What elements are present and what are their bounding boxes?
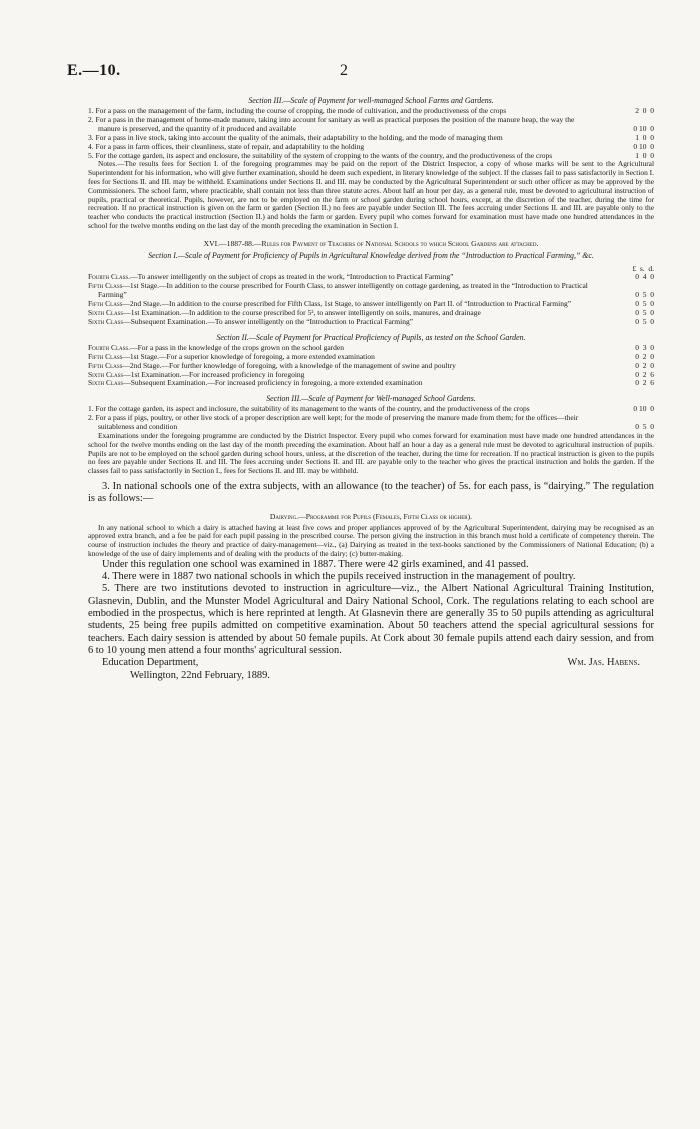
signatory-name: Wm. Jas. Habens. — [567, 657, 640, 669]
rules-s2-list — [88, 344, 654, 389]
dairy-result-paragraph: Under this regulation one school was examined in 1887. There were 42 girls examined, and 41 passed. — [102, 558, 529, 570]
rules-s1-title: Section I.—Scale of Payment for Proficiency of Pupils in Agricultural Knowledge derived from the “Introduction to Practical Farming,” &c. — [148, 250, 594, 260]
lsd-header: £ s. d. — [632, 264, 654, 274]
farms-notes: Notes.—The results fees for Section I. of the foregoing programmes may be paid on the report of the District Inspector, a copy of whose marks will be sent to the Agricultural Superintendent for his information, who will give further examination, should he deem such expedient, in literary knowledge of the subject. If the classes fail to pass satisfactorily in Section I. fees for Sections II. and III. may be withheld. Examinations under Sections II. and III. may be conducted by the Agricultural Superintendent or such other officer as may be approved by the Commissioners. The school farm, where practicable, shall contain not less than three statute acres. About half an hour per day, as a general rule, must be devoted to agricultural instruction of pupils, practical or theoretical. Pupils, however, are not to be employed on the farm or school garden during school hours, except, at the discretion of the teacher, during the time for recreation. If no practical instruction is given on the farm or garden (Section II.) no fees are payable under Section III. The fees accruing under Sections II. and III. are payable only to the teacher who conducts the practical instruction (Section II.) and holds the farm or garden. Every pupil who comes forward for examination must have made one hundred attendances in the school for the twelve months ending on the last day of the month preceding the examination in Section I. — [88, 159, 654, 231]
page-content — [88, 95, 654, 682]
dairying-title: Dairying.—Programme for Pupils (Females, Fifth Class or higher). — [269, 511, 473, 521]
paragraph-3: 3. In national schools one of the extra subjects, with an allowance (to the teacher) of 5s. for each pass, is “dairying.” The regulation is as follows:— — [88, 481, 654, 505]
dateline: Wellington, 22nd February, 1889. — [130, 669, 270, 681]
payment-row: Sixth Class—Subsequent Examination.—To answer intelligently on the “Introduction to Practical Farming” 0 5 0 — [88, 316, 654, 326]
payment-row: 2. For a pass if pigs, poultry, or other live stock of a proper description are well kept; for the mode of preserving the manure made from them; for the offices—their suitableness and condition 0 5 0 — [88, 413, 654, 432]
report-code: E.—10. — [67, 62, 121, 79]
rules-s3-title: Section III.—Scale of Payment for Well-managed School Gardens. — [266, 394, 476, 404]
rules-s2-title: Section II.—Scale of Payment for Practical Proficiency of Pupils, as tested on the School Garden. — [216, 332, 526, 342]
payment-row: Fifth Class—1st Stage.—In addition to the course prescribed for Fourth Class, to answer intelligently on cottage gardening, as treated in the “Introduction to Practical Farming” 0 5 0 — [88, 281, 654, 300]
payment-row: 5. For the cottage garden, its aspect and enclosure, the suitability of the system of cropping to the wants of the country, and the productiveness of the crops 1 0 0 — [88, 150, 654, 160]
payment-row: 4. For a pass in farm offices, their cleanliness, state of repair, and adaptability to the holding 0 10 0 — [88, 141, 654, 151]
rules-notes: Examinations under the foregoing programme are conducted by the District Inspector. Every pupil who comes forward for examination must have made one hundred attendances in the school for the twelve months ending on the last day of the month preceding the examination. About half an hour a day as a general rule must be devoted to agricultural instruction of pupils. Pupils are not to be employed on the school garden during school hours, unless, at the discretion of the teacher, during the time for recreation. If no practical instruction is given to the pupils no fees are payable under Sections II. and III. The fees accruing under Sections II. and III. are payable only to the teacher who gives the practical instruction and holds the garden. If the classes fail to pass satisfactorily in Section I., fees for Sections II. and III. may be withheld. — [88, 431, 654, 476]
payment-row: 1. For the cottage garden, its aspect and inclosure, the suitability of its management to the wants of the country, and the productiveness of the crops 0 10 0 — [88, 404, 654, 414]
payment-row: Sixth Class—1st Examination.—In addition to the course prescribed for 5², to answer intelligently on soils, manures, and drainage 0 5 0 — [88, 308, 654, 318]
rules-xvi-title: XVI.—1887-88.—Rules for Payment of Teachers of National Schools to which School Gardens are attached. — [203, 238, 539, 248]
payment-row: Fourth Class.—To answer intelligently on the subject of crops as treated in the work, “Introduction to Practical Farming” 0 4 0 — [88, 272, 654, 282]
payment-row: Fifth Class—2nd Stage.—In addition to the course prescribed for Fifth Class, 1st Stage, to answer intelligently on Part II. of “Introduction to Practical Farming” 0 5 0 — [88, 299, 654, 309]
dairying-text: In any national school to which a dairy is attached having at least five cows and proper appliances approved of by the Agricultural Superintendent, dairying may be recognised as an approved extra branch, and a fee be paid for each pupil passing in the prescribed course. The person giving the instruction in this branch must hold a certificate of competency therein. The course of instruction includes the theory and practice of dairy-management—viz., (a) Dairying as treated in the text-books sanctioned by the Commissioners of National Education; (b) a knowledge of the use of dairy implements and of dealing with the products of the dairy; (c) butter-making. — [88, 522, 654, 559]
payment-row: Fifth Class—2nd Stage.—For further knowledge of foregoing, with a knowledge of the management of swine and poultry 0 2 0 — [88, 360, 654, 370]
signature-block — [88, 657, 654, 669]
payment-row: Sixth Class—Subsequent Examination.—For increased proficiency in foregoing, a more extended examination 0 2 6 — [88, 378, 654, 388]
department-name: Education Department, — [102, 657, 199, 669]
rules-s3-list — [88, 405, 654, 432]
page-number: 2 — [340, 62, 348, 79]
payment-row: Fifth Class—1st Stage.—For a superior knowledge of foregoing, a more extended examination 0 2 0 — [88, 351, 654, 361]
payment-row: Fourth Class.—For a pass in the knowledge of the crops grown on the school garden 0 3 0 — [88, 342, 654, 352]
farms-payment-list — [88, 107, 654, 160]
payment-row: 1. For a pass on the management of the farm, including the course of cropping, the mode of cultivation, and the productiveness of the crops 2 0 0 — [88, 106, 654, 115]
farms-section-title: Section III.—Scale of Payment for well-managed School Farms and Gardens. — [248, 96, 494, 105]
payment-row: 3. For a pass in live stock, taking into account the quality of the animals, their adaptability to the holding, and the mode of managing them 1 0 0 — [88, 132, 654, 142]
paragraph-4: 4. There were in 1887 two national schools in which the pupils received instruction in the management of poultry. — [102, 571, 576, 583]
rules-s1-list — [88, 273, 654, 326]
payment-row: 2. For a pass in the management of home-made manure, taking into account for sanitary as well as practical purposes the position of the manure heap, the way the manure is preserved, and the quantity of it produced and available 0 10 0 — [88, 114, 654, 133]
payment-row: Sixth Class—1st Examination.—For increased proficiency in foregoing 0 2 6 — [88, 369, 654, 379]
paragraph-5: 5. There are two institutions devoted to instruction in agriculture—viz., the Albert National Agricultural Training Institution, Glasnevin, Dublin, and the Munster Model Agricultural and Dairy National School, Cork. The regulations relating to each school are embodied in the prospectus, which is here reprinted at length. At Glasnevin there are generally 35 to 50 pupils attending as agricultural students, 25 being free pupils admitted on competitive examination. About 50 teachers attend the special agricultural sessions for teachers. Each dairy session is attended by about 50 female pupils. At Cork about 30 female pupils attend each dairy session, and from 6 to 10 young men attend a four months' agricultural session. — [88, 583, 654, 656]
